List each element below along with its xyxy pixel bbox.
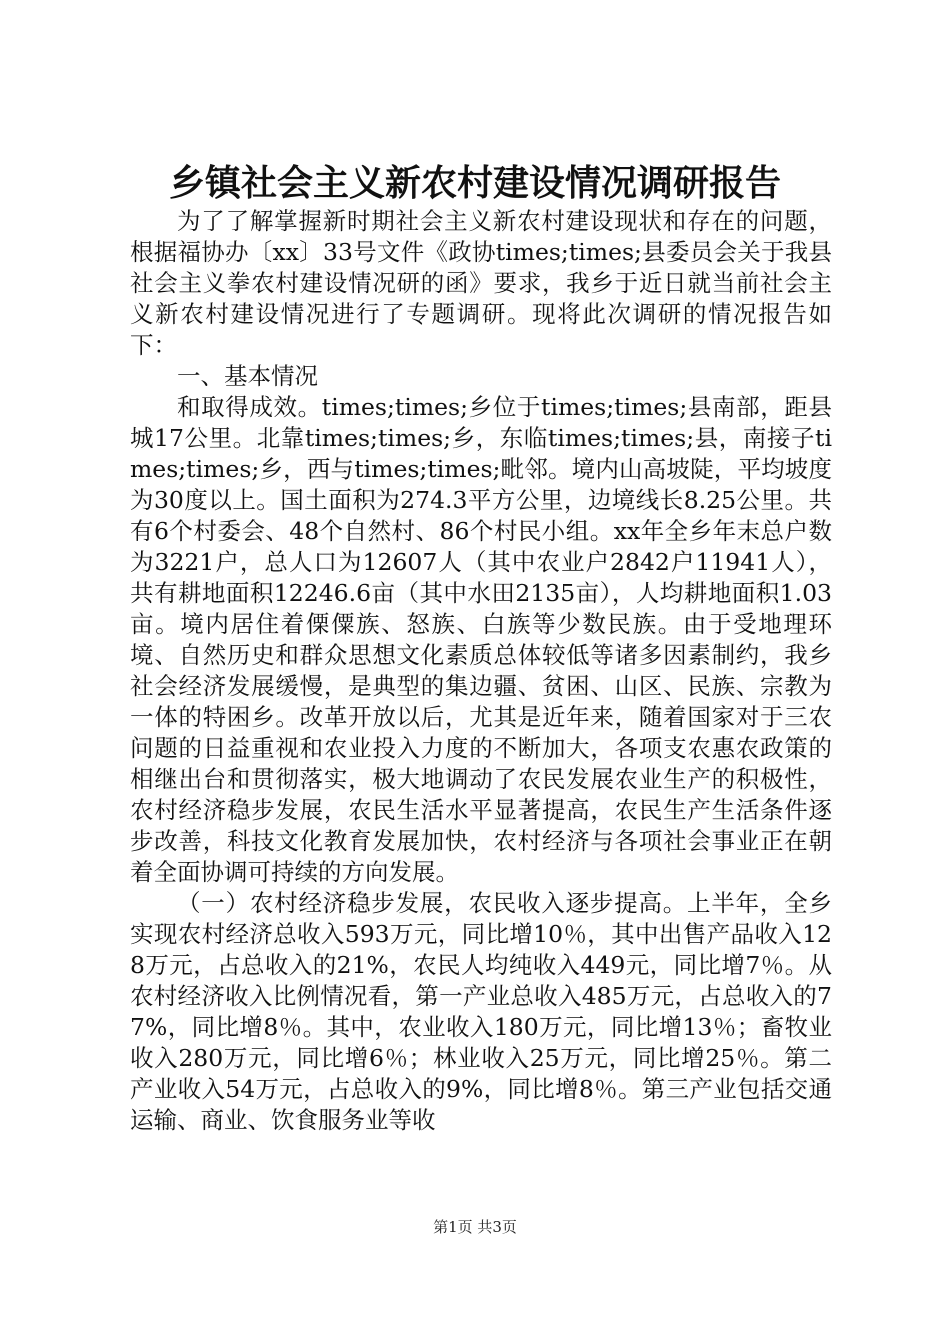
- paragraph-overview: 和取得成效。times;times;乡位于times;times;县南部，距县城17公里。北靠times;times;乡，东临times;times;县，南接子times;times;乡，西与times;times;毗邻。境内山高坡陡，平均坡度为30度以上。国土面积为274.3平方公里，边境线长8.25公里。共有6个村委会、48个自然村、86个村民小组。xx年全乡年末总户数为3221户，总人口为12607人（其中农业户2842户11941人），共有耕地面积12246.6亩（其中水田2135亩），人均耕地面积1.03亩。境内居住着傈僳族、怒族、白族等少数民族。由于受地理环境、自然历史和群众思想文化素质总体较低等诸多因素制约，我乡社会经济发展缓慢，是典型的集边疆、贫困、山区、民族、宗教为一体的特困乡。改革开放以后，尤其是近年来，随着国家对于三农问题的日益重视和农业投入力度的不断加大，各项支农惠农政策的相继出台和贯彻落实，极大地调动了农民发展农业生产的积极性，农村经济稳步发展，农民生活水平显著提高，农民生产生活条件逐步改善，科技文化教育发展加快，农村经济与各项社会事业正在朝着全面协调可持续的方向发展。: [130, 393, 832, 886]
- document-body: [130, 206, 832, 1136]
- page-footer: 第1页 共3页: [433, 1218, 517, 1236]
- paragraph-economy: （一）农村经济稳步发展，农民收入逐步提高。上半年，全乡实现农村经济总收入593万元，同比增10％，其中出售产品收入128万元，占总收入的21%，农民人均纯收入449元，同比增7％。从农村经济收入比例情况看，第一产业总收入485万元，占总收入的77%，同比增8％。其中，农业收入180万元，同比增13％；畜牧业收入280万元，同比增6％；林业收入25万元，同比增25％。第二产业收入54万元，占总收入的9%，同比增8％。第三产业包括交通运输、商业、饮食服务业等收: [130, 889, 832, 1134]
- paragraph-intro: 为了了解掌握新时期社会主义新农村建设现状和存在的问题，根据福协办〔xx〕33号文件《政协times;times;县委员会关于我县社会主义拳农村建设情况研的函》要求，我乡于近日就当前社会主义新农村建设情况进行了专题调研。现将此次调研的情况报告如下：: [130, 207, 832, 359]
- document-title: 乡镇社会主义新农村建设情况调研报告: [168, 162, 781, 204]
- section-heading-basic: 一、基本情况: [177, 362, 318, 390]
